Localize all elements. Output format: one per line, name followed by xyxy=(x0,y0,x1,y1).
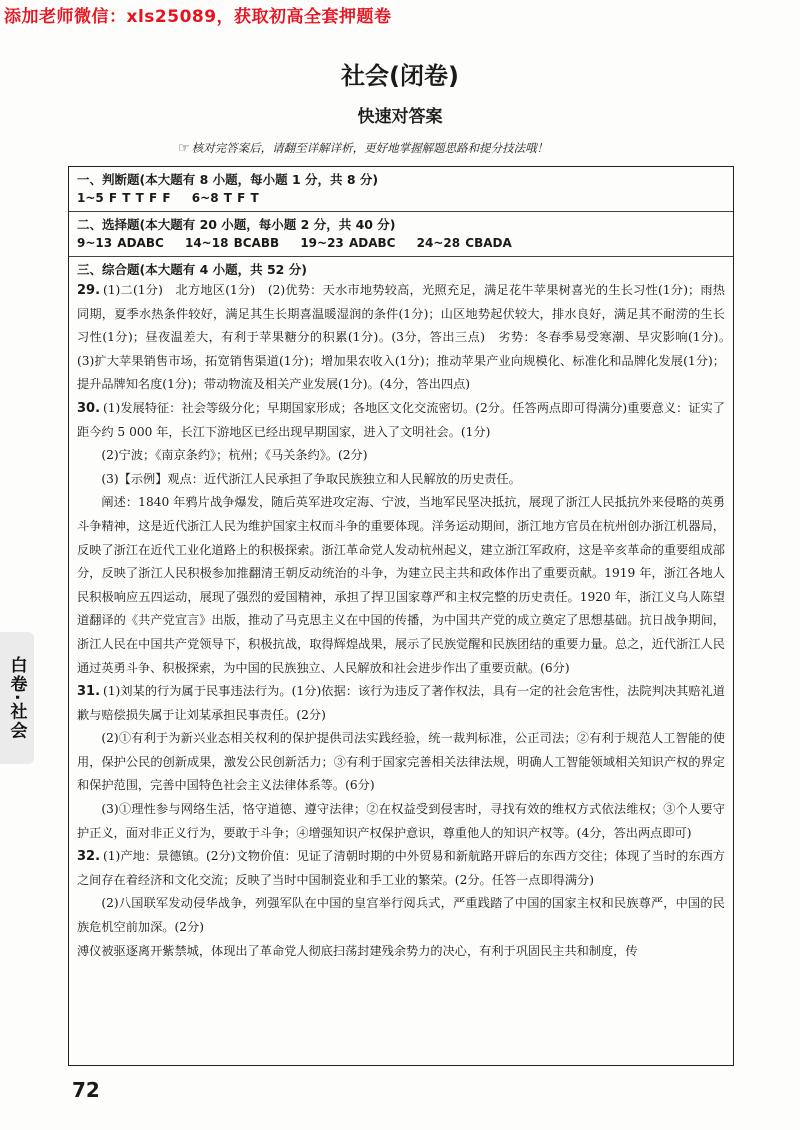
question-number: 30. xyxy=(77,400,101,416)
answer-text: (1)产地：景德镇。(2分)文物价值：见证了清朝时期的中外贸易和新航路开辟后的东西方交往；体现了当时的东西方之间存在着经济和文化交流；反映了当时中国制瓷业和手工业的繁荣。(2分。任答一点即得满分) xyxy=(77,849,725,887)
question-number: 32. xyxy=(77,849,101,865)
page-subtitle: 快速对答案 xyxy=(357,107,443,127)
answer-group: 9~13 ADABC xyxy=(77,236,164,250)
watermark-text: 添加老师微信：xls25089，获取初高全套押题卷 xyxy=(4,7,392,27)
section-comprehensive-heading: 三、综合题(本大题有 4 小题，共 52 分) xyxy=(77,262,307,277)
question-30-part3: (3)【示例】观点：近代浙江人民承担了争取民族独立和人民解放的历史责任。 xyxy=(101,471,521,486)
question-30 xyxy=(77,397,725,680)
question-30-part1 xyxy=(77,397,725,444)
question-31-part3: (3)①理性参与网络生活，恪守道德、遵守法律；②在权益受到侵害时，寻找有效的维权方式依法维权；③个人要守护正义，面对非正义行为，要敢于斗争；④增强知识产权保护意识，尊重他人的知识产权等。(4分，答出两点即可) xyxy=(77,802,725,840)
section-choice xyxy=(69,212,733,257)
answer-text: (1)二(1分) 北方地区(1分) (2)优势：天水市地势较高，光照充足，满足花牛苹果树喜光的生长习性(1分)；雨热同期，夏季水热条件较好，满足其生长期喜温暖湿润的条件(1分)；山区地势起伏较大，排水良好，满足其不耐涝的生长习性(1分)；昼夜温差大，有利于苹果糖分的积累(1分)。(3分，答出三点) 劣势：冬春季易受寒潮、旱灾影响(1分)。 (3)扩大苹果销售市场，拓宽销售渠道(1分)；增加果农收入(1分)；推动苹果产业向规模化、标准化和品牌化发展(1分)；提升品牌知名度(1分)；带动物流及相关产业发展(1分)。(4分，答出四点) xyxy=(77,283,738,392)
side-tab xyxy=(0,632,34,764)
question-31-part1 xyxy=(77,680,725,727)
answer-group: 24~28 CBADA xyxy=(416,236,512,250)
answer-text: (1)发展特征：社会等级分化；早期国家形成；各地区文化交流密切。(2分。任答两点即可得满分)重要意义：证实了距今约 5 000 年，长江下游地区已经出现早期国家，进入了文明社会。(1分) xyxy=(77,400,725,439)
answer-group: 19~23 ADABC xyxy=(300,236,396,250)
answer-group: 6~8 T F T xyxy=(191,191,259,205)
question-31-part2: (2)①有利于为新兴业态相关权利的保护提供司法实践经验，统一裁判标准，公正司法；②有利于规范人工智能的使用，保护公民的创新成果，激发公民创新活力；③有利于国家完善相关法律法规，明确人工智能领域相关知识产权的界定和保护范围，完善中国特色社会主义法律体系等。(6分) xyxy=(77,731,725,793)
question-30-part4: 阐述：1840 年鸦片战争爆发，随后英军进攻定海、宁波，当地军民坚决抵抗，展现了浙江人民抵抗外来侵略的英勇斗争精神，这是近代浙江人民为维护国家主权而斗争的重要体现。洋务运动期间，浙江地方官员在杭州创办浙江机器局，反映了浙江在近代工业化道路上的积极探索。浙江革命党人发动杭州起义，建立浙江军政府，这是辛亥革命的重要组成部分，反映了浙江人民积极参加推翻清王朝反动统治的斗争，为建立民主共和政体作出了重要贡献。1919 年，浙江各地人民积极响应五四运动，展现了强烈的爱国精神，承担了捍卫国家尊严和主权完整的历史责任。1920 年，浙江义乌人陈望道翻译的《共产党宣言》出版，推动了马克思主义在中国的传播，为中国共产党的成立奠定了思想基础。抗日战争期间，浙江人民在中国共产党领导下，积极抗战，取得辉煌战果，展示了民族觉醒和民族团结的重要力量。总之，近代浙江人民通过英勇斗争、积极探索，为中国的民族独立、人民解放和社会进步作出了重要贡献。(6分) xyxy=(77,495,725,675)
question-32-part1 xyxy=(77,845,725,892)
page-number: 72 xyxy=(72,1078,100,1102)
question-number: 29. xyxy=(77,283,101,298)
question-29-text xyxy=(77,279,738,397)
question-number: 31. xyxy=(77,684,101,700)
question-32 xyxy=(77,845,725,963)
answer-group: 1~5 F T T F F xyxy=(77,191,171,205)
side-tab-label: 白卷·社会 xyxy=(6,655,27,741)
question-30-part2: (2)宁波；《南京条约》；杭州；《马关条约》。(2分) xyxy=(101,448,368,463)
tip-text: 核对完答案后，请翻至详解详析，更好地掌握解题思路和提分技法哦！ xyxy=(191,141,549,155)
section-choice-answers xyxy=(77,234,725,253)
section-judgment xyxy=(69,167,733,212)
question-29 xyxy=(77,279,738,397)
tip-line xyxy=(178,140,548,156)
page-title: 社会(闭卷) xyxy=(341,62,459,90)
question-32-part2: (2)八国联军发动侵华战争，列强军队在中国的皇宫举行阅兵式，严重践踏了中国的国家主权和民族尊严，中国的民族危机空前加深。(2分) xyxy=(77,896,725,935)
pointing-hand-icon: ☞ xyxy=(178,141,190,156)
answer-text: (1)刘某的行为属于民事违法行为。(1分)依据：该行为违反了著作权法，具有一定的社会危害性，法院判决其赔礼道歉与赔偿损失属于让刘某承担民事责任。(2分) xyxy=(77,684,725,722)
answer-box xyxy=(68,166,738,1066)
question-31 xyxy=(77,680,725,845)
section-comprehensive xyxy=(69,257,738,966)
section-judgment-heading: 一、判断题(本大题有 8 小题，每小题 1 分，共 8 分) xyxy=(77,172,379,187)
section-choice-heading: 二、选择题(本大题有 20 小题，每小题 2 分，共 40 分) xyxy=(77,217,396,232)
section-judgment-answers xyxy=(77,189,725,208)
question-32-part3: 溥仪被驱逐离开紫禁城，体现出了革命党人彻底扫荡封建残余势力的决心，有利于巩固民主共和制度，传 xyxy=(77,943,638,958)
answer-group: 14~18 BCABB xyxy=(184,236,280,250)
